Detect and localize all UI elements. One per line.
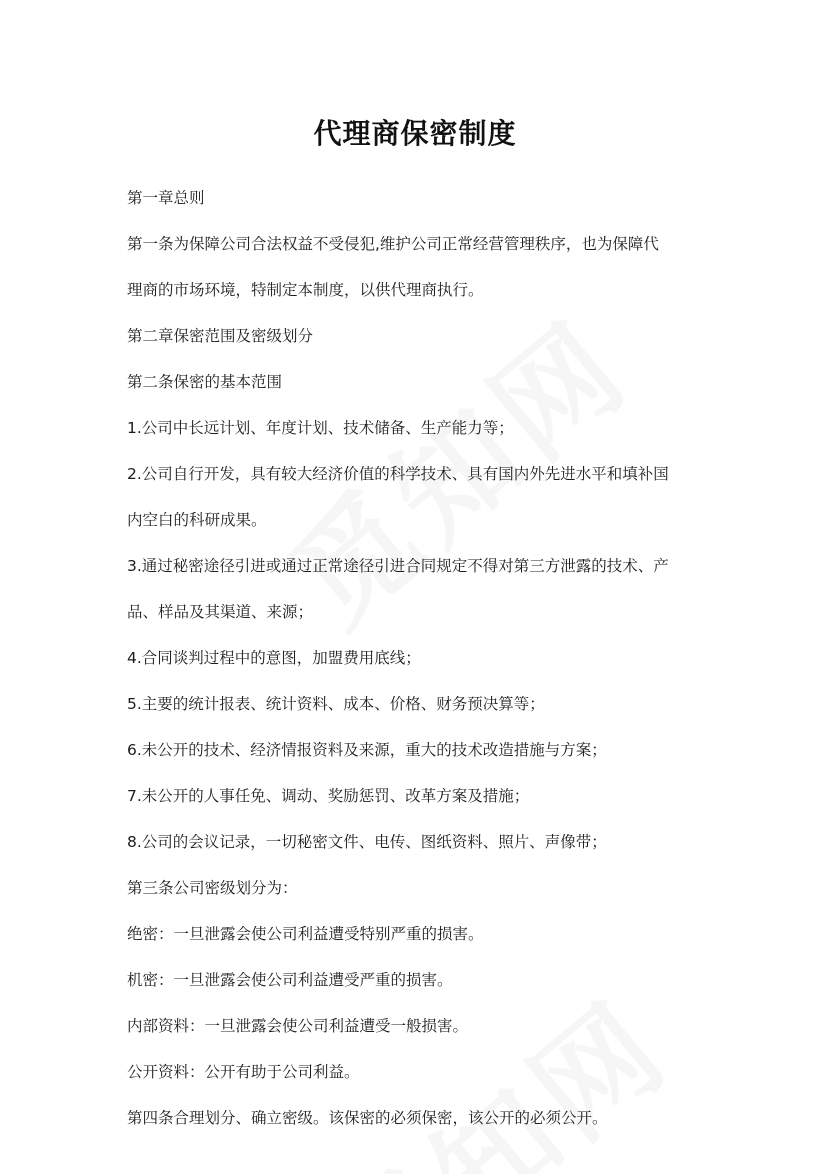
list-item: 内空白的科研成果。: [127, 511, 267, 529]
document-body: [127, 175, 717, 1141]
article-heading: 第三条公司密级划分为：: [127, 879, 298, 897]
paragraph-line: 第一条为保障公司合法权益不受侵犯,维护公司正常经营管理秩序，也为保障代: [127, 235, 659, 253]
list-item: 6.未公开的技术、经济情报资料及来源，重大的技术改造措施与方案；: [127, 741, 607, 759]
list-item: 2.公司自行开发，具有较大经济价值的科学技术、具有国内外先进水平和填补国: [127, 465, 669, 483]
list-item: 7.未公开的人事任免、调动、奖励惩罚、改革方案及措施；: [127, 787, 530, 805]
list-item: 3.通过秘密途径引进或通过正常途径引进合同规定不得对第三方泄露的技术、产: [127, 557, 669, 575]
list-item: 8.公司的会议记录，一切秘密文件、电传、图纸资料、照片、声像带；: [127, 833, 607, 851]
list-item: 品、样品及其渠道、来源；: [127, 603, 314, 621]
chapter-heading: 第二章保密范围及密级划分: [127, 327, 314, 345]
list-item: 4.合同谈判过程中的意图，加盟费用底线；: [127, 649, 421, 667]
document-title: 代理商保密制度: [313, 117, 517, 150]
list-item: 5.主要的统计报表、统计资料、成本、价格、财务预决算等；: [127, 695, 545, 713]
paragraph-line: 理商的市场环境，特制定本制度，以供代理商执行。: [127, 281, 484, 299]
list-item: 1.公司中长远计划、年度计划、技术储备、生产能力等；: [127, 419, 514, 437]
paragraph-line: 第四条合理划分、确立密级。该保密的必须保密，该公开的必须公开。: [127, 1109, 608, 1127]
classification-item: 公开资料：公开有助于公司利益。: [127, 1063, 360, 1081]
classification-item: 内部资料：一旦泄露会使公司利益遭受一般损害。: [127, 1017, 469, 1035]
chapter-heading: 第一章总则: [127, 189, 205, 207]
classification-item: 绝密：一旦泄露会使公司利益遭受特别严重的损害。: [127, 925, 484, 943]
classification-item: 机密：一旦泄露会使公司利益遭受严重的损害。: [127, 971, 453, 989]
article-heading: 第二条保密的基本范围: [127, 373, 283, 391]
